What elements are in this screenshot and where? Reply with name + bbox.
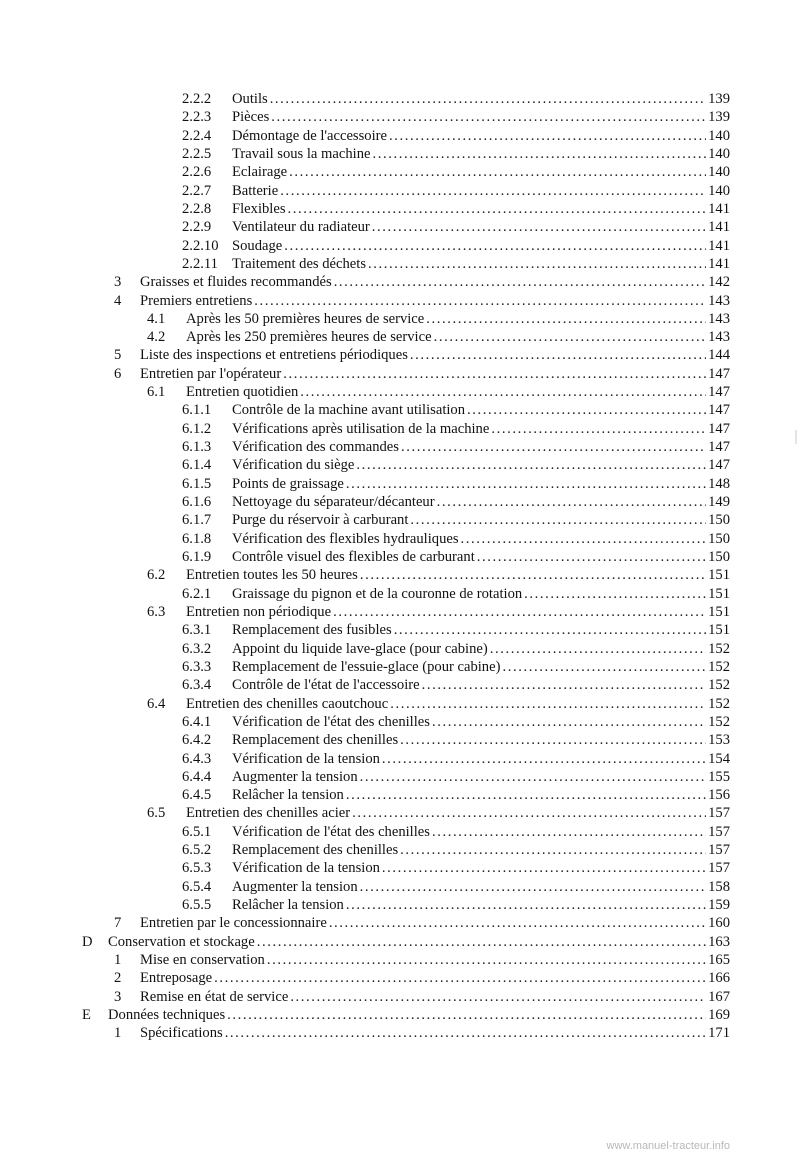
toc-entry-page: 147	[708, 365, 730, 382]
toc-entry-title: Conservation et stockage	[108, 933, 255, 950]
dot-leader	[346, 896, 706, 914]
toc-entry	[114, 969, 730, 987]
toc-entry-page: 157	[708, 823, 730, 840]
toc-entry-number: 6.5.4	[182, 878, 212, 895]
dot-leader	[271, 108, 706, 126]
toc-entry-page: 147	[708, 420, 730, 437]
toc-entry	[182, 90, 730, 108]
toc-entry	[182, 713, 730, 731]
toc-entry-page: 152	[708, 677, 730, 694]
toc-entry	[182, 200, 730, 218]
dot-leader	[432, 713, 706, 731]
toc-entry-title: Entretien par le concessionnaire	[140, 915, 327, 932]
toc-entry-number: 6.1.1	[182, 402, 212, 419]
toc-entry-title: Entretien toutes les 50 heures	[186, 567, 358, 584]
toc-entry-page: 157	[708, 805, 730, 822]
toc-entry	[182, 786, 730, 804]
toc-entry-number: 6.5.1	[182, 823, 212, 840]
toc-entry-title: Pièces	[232, 109, 270, 126]
toc-entry-number: 2.2.2	[182, 91, 212, 107]
toc-entry-title: Liste des inspections et entretiens périodiques	[140, 347, 408, 364]
toc-entry	[147, 566, 730, 584]
dot-leader	[360, 768, 706, 786]
toc-entry-title: Purge du réservoir à carburant	[232, 512, 409, 529]
toc-entry-page: 141	[708, 200, 730, 217]
toc-entry-number: 2.2.5	[182, 145, 212, 162]
toc-entry-number: 6.5.3	[182, 860, 212, 877]
toc-entry	[82, 1006, 730, 1024]
toc-entry-number: 6.3.3	[182, 658, 212, 675]
toc-entry-number: 6.3.4	[182, 677, 212, 694]
dot-leader	[225, 1024, 706, 1042]
toc-entry	[182, 127, 730, 145]
dot-leader	[284, 237, 706, 255]
dot-leader	[432, 823, 706, 841]
toc-entry-page: 171	[708, 1025, 730, 1042]
toc-entry-title: Vérification de la tension	[232, 860, 380, 877]
toc-entry-number: 6.5.2	[182, 842, 212, 859]
toc-entry	[114, 273, 730, 291]
toc-entry	[182, 493, 730, 511]
toc-entry-page: 152	[708, 658, 730, 675]
toc-entry	[182, 145, 730, 163]
toc-entry	[182, 401, 730, 419]
toc-entry	[182, 475, 730, 493]
toc-entry-title: Vérifications après utilisation de la machine	[232, 420, 490, 437]
toc-entry-number: 2.2.3	[182, 109, 212, 126]
toc-entry-page: 147	[708, 439, 730, 456]
toc-entry	[114, 988, 730, 1006]
toc-entry-page: 163	[708, 933, 730, 950]
toc-entry-number: 2.2.9	[182, 219, 212, 236]
toc-entry	[147, 383, 730, 401]
dot-leader	[254, 292, 706, 310]
toc-entry	[182, 658, 730, 676]
dot-leader	[410, 511, 706, 529]
toc-entry-page: 153	[708, 732, 730, 749]
toc-entry-number: 6.1.7	[182, 512, 212, 529]
toc-entry-page: 143	[708, 292, 730, 309]
toc-entry-title: Entretien des chenilles caoutchouc	[186, 695, 389, 712]
toc-entry	[182, 750, 730, 768]
toc-entry	[182, 420, 730, 438]
toc-entry-number: 6.1.6	[182, 494, 212, 511]
toc-entry-title: Entretien non périodique	[186, 603, 332, 620]
toc-entry-title: Contrôle de l'état de l'accessoire	[232, 677, 420, 694]
toc-entry-title: Eclairage	[232, 164, 288, 181]
toc-entry-page: 157	[708, 860, 730, 877]
toc-entry-title: Travail sous la machine	[232, 145, 371, 162]
toc-entry-title: Vérification de la tension	[232, 750, 380, 767]
toc-entry-title: Ventilateur du radiateur	[232, 219, 370, 236]
dot-leader	[283, 365, 706, 383]
toc-entry	[147, 310, 730, 328]
toc-entry-title: Entreposage	[140, 970, 213, 987]
dot-leader	[346, 786, 706, 804]
toc-entry-page: 148	[708, 475, 730, 492]
toc-entry-page: 141	[708, 219, 730, 236]
dot-leader	[401, 438, 706, 456]
toc-entry-title: Remplacement des chenilles	[232, 842, 399, 859]
dot-leader	[524, 585, 706, 603]
toc-entry	[182, 823, 730, 841]
toc-entry-number: 6.5	[147, 805, 166, 822]
toc-entry-title: Outils	[232, 91, 268, 107]
scan-mark	[795, 430, 797, 444]
toc-entry	[182, 896, 730, 914]
toc-entry-title: Démontage de l'accessoire	[232, 127, 387, 144]
toc-entry-number: 4.2	[147, 329, 166, 346]
toc-entry-title: Remplacement des fusibles	[232, 622, 392, 639]
toc-entry-number: 6.1.4	[182, 457, 212, 474]
toc-entry-number: 6.4.3	[182, 750, 212, 767]
toc-entry	[147, 804, 730, 822]
toc-entry-title: Remplacement de l'essuie-glace (pour cabine)	[232, 658, 501, 675]
dot-leader	[334, 273, 706, 291]
toc-entry	[182, 841, 730, 859]
toc-entry-number: 3	[114, 988, 122, 1005]
toc-entry-number: 6.1.9	[182, 549, 212, 565]
dot-leader	[360, 878, 706, 896]
toc-entry	[182, 108, 730, 126]
toc-entry-title: Graisses et fluides recommandés	[140, 274, 332, 291]
toc-entry-title: Vérification de l'état des chenilles	[232, 823, 430, 840]
toc-entry-page: 141	[708, 237, 730, 254]
toc-entry	[182, 511, 730, 529]
toc-entry-number: 5	[114, 347, 122, 364]
toc-entry	[147, 603, 730, 621]
dot-leader	[390, 695, 706, 713]
dot-leader	[329, 914, 706, 932]
toc-entry-page: 147	[708, 457, 730, 474]
toc-entry-title: Relâcher la tension	[232, 787, 344, 804]
toc-entry	[182, 255, 730, 273]
toc-entry-page: 143	[708, 310, 730, 327]
dot-leader	[477, 548, 706, 566]
dot-leader	[257, 933, 706, 951]
toc-entry	[182, 621, 730, 639]
toc-entry-title: Contrôle visuel des flexibles de carburant	[232, 549, 475, 565]
toc-entry	[182, 218, 730, 236]
toc-entry-page: 147	[708, 384, 730, 401]
dot-leader	[491, 420, 706, 438]
dot-leader	[333, 603, 706, 621]
toc-entry-number: 7	[114, 915, 122, 932]
toc-entry-page: 159	[708, 897, 730, 914]
toc-entry-page: 151	[708, 622, 730, 639]
dot-leader	[437, 493, 707, 511]
dot-leader	[422, 676, 707, 694]
toc-entry-number: 6.1.3	[182, 439, 212, 456]
toc-entry	[182, 585, 730, 603]
dot-leader	[426, 310, 706, 328]
toc-entry-page: 166	[708, 970, 730, 987]
toc-entry	[147, 695, 730, 713]
dot-leader	[214, 969, 706, 987]
toc-entry	[182, 768, 730, 786]
dot-leader	[394, 621, 706, 639]
toc-entry-page: 144	[708, 347, 730, 364]
dot-leader	[382, 750, 706, 768]
toc-entry-title: Entretien quotidien	[186, 384, 299, 401]
toc-entry-title: Données techniques	[108, 1007, 226, 1023]
toc-entry-page: 154	[708, 750, 730, 767]
toc-entry	[114, 1024, 730, 1042]
toc-entry-page: 150	[708, 512, 730, 529]
toc-entry-page: 165	[708, 952, 730, 969]
dot-leader	[270, 90, 706, 108]
dot-leader	[289, 163, 706, 181]
dot-leader	[389, 127, 706, 145]
toc-entry-page: 147	[708, 402, 730, 419]
toc-entry-title: Vérification des commandes	[232, 439, 399, 456]
toc-entry-page: 140	[708, 145, 730, 162]
toc-entry	[182, 530, 730, 548]
toc-entry-number: 2.2.6	[182, 164, 212, 181]
toc-entry-page: 152	[708, 640, 730, 657]
toc-entry-page: 151	[708, 585, 730, 602]
toc-entry-number: 6.5.5	[182, 897, 212, 914]
toc-entry-number: 6.1.5	[182, 475, 212, 492]
toc-entry-page: 140	[708, 127, 730, 144]
toc-entry-page: 158	[708, 878, 730, 895]
toc-entry-page: 152	[708, 713, 730, 730]
toc-entry-number: 6.3.2	[182, 640, 212, 657]
toc-entry	[82, 933, 730, 951]
watermark: www.manuel-tracteur.info	[606, 1140, 730, 1152]
toc-entry-page: 143	[708, 329, 730, 346]
toc-entry-page: 156	[708, 787, 730, 804]
toc-entry-title: Appoint du liquide lave-glace (pour cabine)	[232, 640, 488, 657]
dot-leader	[368, 255, 706, 273]
toc-entry-title: Après les 50 premières heures de service	[186, 310, 425, 327]
toc-entry-title: Entretien par l'opérateur	[140, 365, 282, 382]
toc-entry-number: 1	[114, 1025, 122, 1042]
toc-entry-number: 6	[114, 365, 122, 382]
toc-entry-page: 150	[708, 549, 730, 565]
dot-leader	[434, 328, 707, 346]
toc-entry-title: Mise en conservation	[140, 952, 265, 969]
toc-entry-page: 167	[708, 988, 730, 1005]
toc-entry-title: Augmenter la tension	[232, 878, 358, 895]
toc-entry-number: 6.4.1	[182, 713, 212, 730]
dot-leader	[288, 200, 707, 218]
toc-entry-number: 6.3	[147, 603, 166, 620]
toc-entry-number: 2.2.11	[182, 255, 218, 272]
toc-entry-title: Après les 250 premières heures de service	[186, 329, 432, 346]
toc-entry-number: 6.4.4	[182, 768, 212, 785]
toc-entry-page: 140	[708, 164, 730, 181]
toc-entry-page: 155	[708, 768, 730, 785]
toc-entry-number: D	[82, 933, 93, 950]
toc-entry-page: 151	[708, 567, 730, 584]
dot-leader	[502, 658, 706, 676]
dot-leader	[227, 1006, 706, 1024]
toc-entry-page: 157	[708, 842, 730, 859]
toc-entry	[114, 365, 730, 383]
toc-entry-title: Augmenter la tension	[232, 768, 358, 785]
toc-entry-title: Points de graissage	[232, 475, 344, 492]
toc-entry-title: Nettoyage du séparateur/décanteur	[232, 494, 435, 511]
toc-entry	[114, 292, 730, 310]
dot-leader	[400, 731, 706, 749]
toc-entry-number: 2.2.7	[182, 182, 212, 199]
toc-entry-page: 140	[708, 182, 730, 199]
toc-entry-title: Traitement des déchets	[232, 255, 367, 272]
dot-leader	[356, 456, 706, 474]
toc-entry-number: 6.2.1	[182, 585, 212, 602]
toc-entry-page: 169	[708, 1007, 730, 1023]
toc-entry	[114, 914, 730, 932]
toc-entry	[182, 456, 730, 474]
dot-leader	[410, 346, 706, 364]
toc-entry	[182, 237, 730, 255]
toc-entry	[182, 182, 730, 200]
toc-entry-page: 141	[708, 255, 730, 272]
toc-entry-number: 6.1.2	[182, 420, 212, 437]
toc-entry-page: 152	[708, 695, 730, 712]
toc-entry-title: Remplacement des chenilles	[232, 732, 399, 749]
toc-entry-title: Remise en état de service	[140, 988, 289, 1005]
dot-leader	[372, 218, 706, 236]
dot-leader	[280, 182, 706, 200]
toc-entry-title: Batterie	[232, 182, 279, 199]
dot-leader	[372, 145, 706, 163]
toc-entry-page: 149	[708, 494, 730, 511]
dot-leader	[382, 859, 706, 877]
toc-entry-number: E	[82, 1007, 91, 1023]
toc-entry-number: 2	[114, 970, 122, 987]
dot-leader	[290, 988, 706, 1006]
toc-entry-title: Vérification des flexibles hydrauliques	[232, 530, 459, 547]
toc-entry-number: 6.1.8	[182, 530, 212, 547]
toc-entry	[182, 731, 730, 749]
toc-entry	[182, 163, 730, 181]
toc-entry	[114, 346, 730, 364]
toc-entry	[182, 640, 730, 658]
toc-entry-page: 151	[708, 603, 730, 620]
toc-entry-number: 6.4.5	[182, 787, 212, 804]
toc-entry-title: Entretien des chenilles acier	[186, 805, 351, 822]
toc-entry-title: Vérification du siège	[232, 457, 355, 474]
dot-leader	[490, 640, 706, 658]
toc-entry-number: 6.4	[147, 695, 166, 712]
toc-entry	[182, 878, 730, 896]
toc-entry-title: Flexibles	[232, 200, 286, 217]
dot-leader	[352, 804, 706, 822]
toc-entry-title: Spécifications	[140, 1025, 223, 1042]
toc-entry-title: Premiers entretiens	[140, 292, 253, 309]
toc-entry-number: 3	[114, 274, 122, 291]
toc-entry	[147, 328, 730, 346]
dot-leader	[467, 401, 706, 419]
toc-entry-page: 160	[708, 915, 730, 932]
toc-entry-number: 4	[114, 292, 122, 309]
toc-entry	[182, 548, 730, 566]
toc-entry-number: 1	[114, 952, 122, 969]
toc-entry-number: 6.4.2	[182, 732, 212, 749]
toc-entry-number: 4.1	[147, 310, 166, 327]
dot-leader	[346, 475, 706, 493]
toc-entry-page: 139	[708, 91, 730, 107]
toc-entry-number: 2.2.4	[182, 127, 212, 144]
toc-entry	[182, 859, 730, 877]
dot-leader	[360, 566, 706, 584]
toc-entry-page: 150	[708, 530, 730, 547]
toc-entry	[114, 951, 730, 969]
dot-leader	[300, 383, 706, 401]
dot-leader	[461, 530, 707, 548]
toc-entry	[182, 438, 730, 456]
toc-entry-number: 2.2.10	[182, 237, 219, 254]
toc-entry-number: 2.2.8	[182, 200, 212, 217]
toc-entry-page: 139	[708, 109, 730, 126]
toc-entry-number: 6.1	[147, 384, 166, 401]
dot-leader	[267, 951, 706, 969]
toc-entry-title: Graissage du pignon et de la couronne de rotation	[232, 585, 523, 602]
toc-entry-number: 6.3.1	[182, 622, 212, 639]
toc-entry-number: 6.2	[147, 567, 166, 584]
toc-entry-page: 142	[708, 274, 730, 291]
dot-leader	[400, 841, 706, 859]
toc-entry-title: Vérification de l'état des chenilles	[232, 713, 430, 730]
toc-entry-title: Soudage	[232, 237, 283, 254]
toc-entry-title: Relâcher la tension	[232, 897, 344, 914]
toc-entry-title: Contrôle de la machine avant utilisation	[232, 402, 466, 419]
toc-entry	[182, 676, 730, 694]
